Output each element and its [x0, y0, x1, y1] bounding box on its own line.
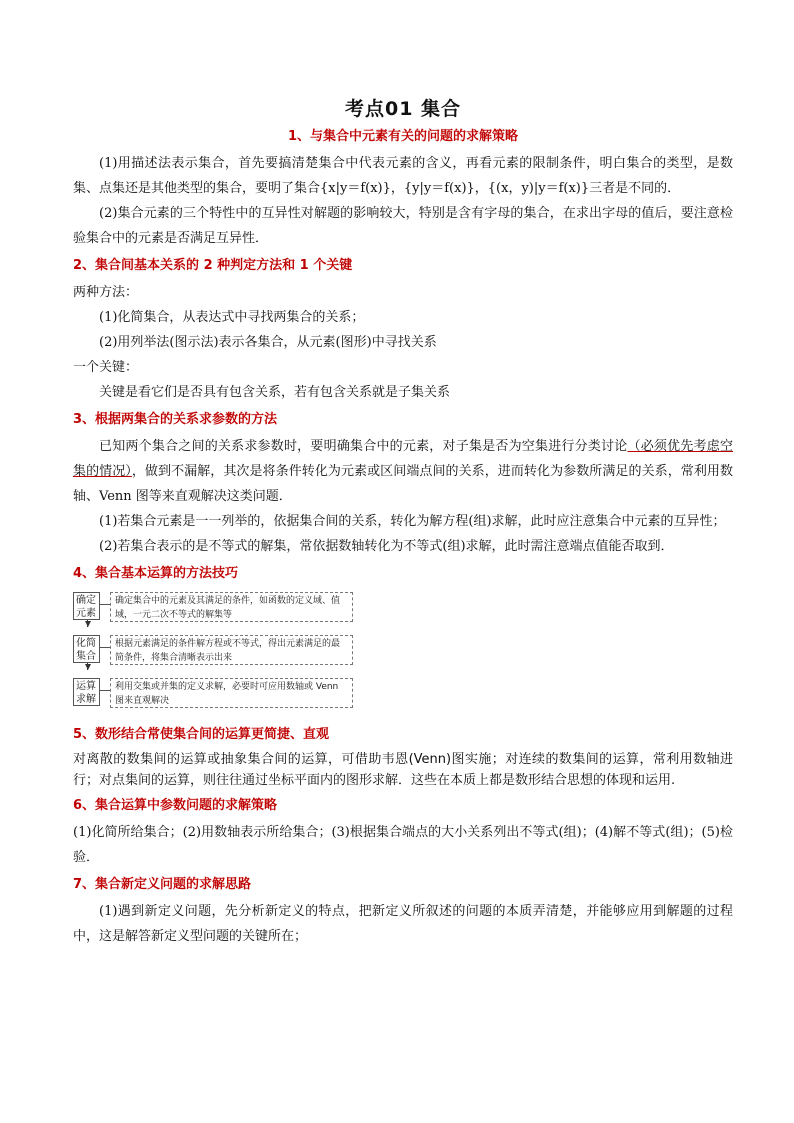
flowchart-step — [73, 678, 353, 714]
section-3-paragraph-2: (1)若集合元素是一一列举的，依据集合间的关系，转化为解方程(组)求解，此时应注意集合中元素的互异性； — [99, 514, 726, 529]
section-7-paragraph: (1)遇到新定义问题，先分析新定义的特点，把新定义所叙述的问题的本质弄清楚，并能够应用到解题的过程中，这是解答新定义型问题的关键所在； — [73, 904, 733, 944]
section-6-paragraph: (1)化简所给集合；(2)用数轴表示所给集合；(3)根据集合端点的大小关系列出不等式(组)；(4)解不等式(组)；(5)检验． — [73, 825, 733, 865]
flowchart-step-desc: 根据元素满足的条件解方程或不等式，得出元素满足的最简条件，将集合清晰表示出来 — [110, 635, 353, 665]
section-2-heading: 2、集合间基本关系的 2 种判定方法和 1 个关键 — [73, 258, 353, 273]
section-2-line-4: 一个关键： — [73, 360, 139, 375]
section-4-heading: 4、集合基本运算的方法技巧 — [73, 566, 239, 581]
document-page — [73, 96, 733, 949]
flowchart-step — [73, 592, 353, 628]
section-3-paragraph-3: (2)若集合表示的是不等式的解集，常依据数轴转化为不等式(组)求解，此时需注意端点值能否取到． — [99, 539, 674, 554]
section-1-heading: 1、与集合中元素有关的问题的求解策略 — [287, 129, 519, 144]
section-5-paragraph: 对离散的数集间的运算或抽象集合间的运算，可借助韦恩(Venn)图实施；对连续的数集间的运算，常利用数轴进行；对点集间的运算，则往往通过坐标平面内的图形求解．这些在本质上都是数形结合思想的体现和运用. — [73, 752, 733, 788]
section-2-line-5: 关键是看它们是否具有包含关系，若有包含关系就是子集关系 — [99, 385, 451, 400]
down-arrow-icon — [85, 664, 91, 670]
down-arrow-icon — [85, 621, 91, 627]
section-2-line-2: (1)化简集合，从表达式中寻找两集合的关系； — [99, 310, 365, 325]
flowchart-step-desc: 利用交集或并集的定义求解，必要时可应用数轴或 Venn 图来直观解决 — [110, 678, 353, 708]
flowchart-step-label: 运算求解 — [73, 678, 100, 706]
section-3-underlined-note: （必须优先考虑空集的情况） — [73, 439, 733, 479]
section-1-paragraph-1: (1)用描述法表示集合，首先要搞清楚集合中代表元素的含义，再看元素的限制条件，明白集合的类型，是数集、点集还是其他类型的集合，要明了集合{x|y＝f(x)}，{y|y＝f(x)}，{(x，y)|y＝f(x)}三者是不同的． — [73, 156, 733, 196]
flowchart-step-desc: 确定集合中的元素及其满足的条件，如函数的定义域、值域，一元二次不等式的解集等 — [110, 592, 353, 622]
page-title: 考点01 集合 — [344, 98, 462, 120]
flowchart-connector — [100, 647, 110, 648]
section-1-paragraph-2: (2)集合元素的三个特性中的互异性对解题的影响较大，特别是含有字母的集合，在求出字母的值后，要注意检验集合中的元素是否满足互异性． — [73, 206, 733, 246]
flowchart-connector — [100, 690, 110, 691]
method-flowchart — [73, 592, 353, 714]
section-3-paragraph-1 — [73, 434, 733, 509]
section-2-line-3: (2)用列举法(图示法)表示各集合，从元素(图形)中寻找关系 — [99, 335, 437, 350]
flowchart-connector — [100, 604, 110, 605]
section-3-text-a: 已知两个集合之间的关系求参数时，要明确集合中的元素，对子集是否为空集进行分类讨论 — [99, 439, 628, 454]
section-7-heading: 7、集合新定义问题的求解思路 — [73, 877, 252, 892]
flowchart-step — [73, 635, 353, 671]
flowchart-step-label: 确定元素 — [73, 592, 100, 620]
flowchart-step-label: 化简集合 — [73, 635, 100, 663]
section-6-heading: 6、集合运算中参数问题的求解策略 — [73, 798, 278, 813]
section-3-text-c: ，做到不漏解，其次是将条件转化为元素或区间端点间的关系，进而转化为参数所满足的关系，常利用数轴、Venn 图等来直观解决这类问题． — [73, 464, 733, 504]
section-2-line-1: 两种方法： — [73, 285, 139, 300]
section-3-heading: 3、根据两集合的关系求参数的方法 — [73, 412, 278, 427]
section-5-heading: 5、数形结合常使集合间的运算更简捷、直观 — [73, 727, 330, 742]
